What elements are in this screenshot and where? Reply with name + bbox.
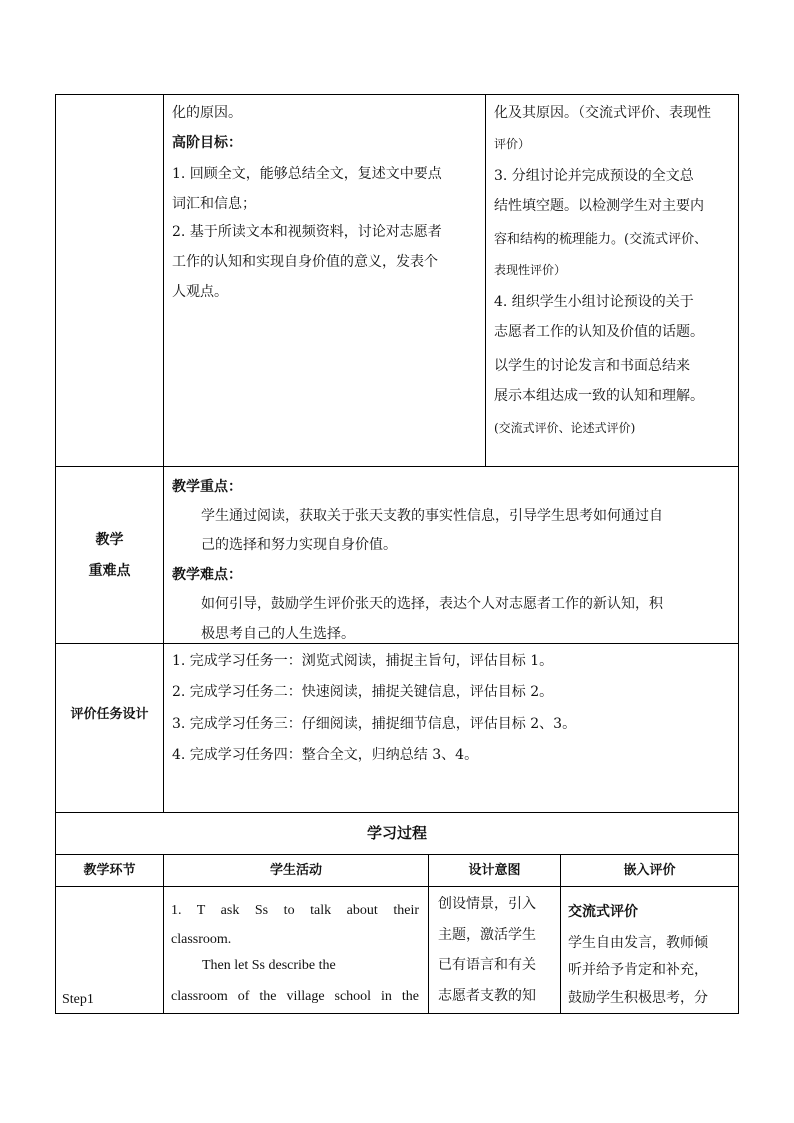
key-points-label-line2: 重难点 [88,563,131,579]
goal-text-line: 词汇和信息； [172,196,256,212]
advanced-goals-title: 高阶目标： [172,135,242,151]
process-title: 学习过程 [366,824,427,842]
assessment-text-line: 评价） [494,137,531,151]
activity-line: 1. T ask Ss to talk about their [171,903,419,918]
step-label: Step1 [62,992,94,1007]
goal-text-line: 工作的认知和实现自身价值的意义，发表个 [172,254,438,270]
key-points-label-line1: 教学 [95,532,124,548]
intent-line: 主题，激活学生 [438,927,536,943]
intent-line: 志愿者支教的知 [438,988,536,1004]
assessment-text-line: 结性填空题。以检测学生对主要内 [494,198,704,214]
assessment-text: 化及其原因。（交流式评价、表现性 [494,105,711,121]
assessment-text-line: 3. 分组讨论并完成预设的全文总 [494,168,694,184]
assessment-text-line [494,103,711,123]
eval-line: 听并给予肯定和补充， [568,962,708,978]
assessment-text-line: 4. 组织学生小组讨论预设的关于 [494,294,694,310]
goal-text-line: 1. 回顾全文，能够总结全文，复述文中要点 [172,166,442,182]
teaching-difficulty-text: 极思考自己的人生选择。 [201,626,355,642]
assessment-text-line: 志愿者工作的认知及价值的话题。 [494,324,704,340]
goal-text-line: 2. 基于所读文本和视频资料，讨论对志愿者 [172,224,442,240]
goal-text-line: 人观点。 [172,284,228,300]
teaching-focus-text: 己的选择和努力实现自身价值。 [201,537,397,553]
evaluation-item: 1. 完成学习任务一：浏览式阅读，捕捉主旨句，评估目标 1。 [172,653,554,669]
teaching-focus-text: 学生通过阅读，获取关于张天支教的事实性信息，引导学生思考如何通过自 [201,508,663,524]
teaching-difficulty-text: 如何引导，鼓励学生评价张天的选择，表达个人对志愿者工作的新认知，积 [201,596,663,612]
assessment-text-line: 表现性评价） [494,263,567,277]
evaluation-item: 4. 完成学习任务四：整合全文，归纳总结 3、4。 [172,747,479,763]
evaluation-item: 2. 完成学习任务二：快速阅读，捕捉关键信息，评估目标 2。 [172,684,554,700]
assessment-text-line: (交流式评价、论述式评价) [494,421,636,435]
evaluation-item: 3. 完成学习任务三：仔细阅读，捕捉细节信息，评估目标 2、3。 [172,716,577,732]
teaching-focus-title: 教学重点： [172,479,242,495]
eval-line: 鼓励学生积极思考，分 [568,990,708,1006]
intent-line: 已有语言和有关 [438,957,536,973]
eval-line: 学生自由发言，教师倾 [568,935,708,951]
goal-text-line: 化的原因。 [172,105,242,121]
header-design-intent: 设计意图 [468,863,521,878]
activity-line: classroom. [171,932,232,947]
assessment-text-line: 展示本组达成一致的认知和理解。 [494,388,704,404]
intent-line: 创设情景，引入 [438,896,536,912]
header-embedded-evaluation: 嵌入评价 [623,863,676,878]
evaluation-label: 评价任务设计 [70,707,149,722]
activity-line: Then let Ss describe the [202,958,336,973]
activity-line: classroom of the village school in the [171,989,419,1004]
assessment-text-line: 以学生的讨论发言和书面总结来 [494,358,690,374]
teaching-difficulty-title: 教学难点： [172,567,242,583]
eval-title: 交流式评价 [568,904,638,920]
header-teaching-stage: 教学环节 [83,863,136,878]
header-student-activity: 学生活动 [269,863,322,878]
assessment-text-line: 容和结构的梳理能力。(交流式评价、 [494,232,708,247]
